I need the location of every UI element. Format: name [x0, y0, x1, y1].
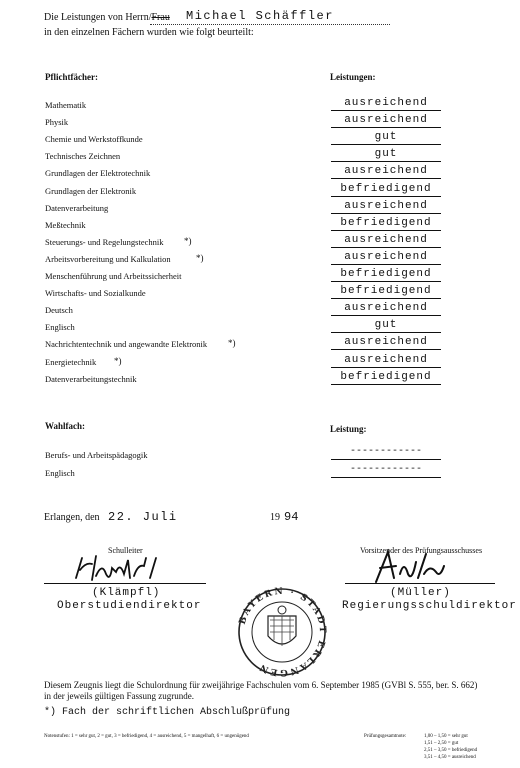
grade-scale: Notenstufen: 1 = sehr gut, 2 = gut, 3 = befriedigend, 4 = ausreichend, 5 = mangelhaft, 6 = ungenügend: [44, 734, 249, 739]
regulation-line-1: Diesem Zeugnis liegt die Schulordnung für zweijährige Fachschulen vom 6. September 1985 (GVBl S. 555, ber. S. 662): [44, 680, 478, 690]
required-grade-heading: Leistungen:: [330, 72, 376, 82]
subject-grade: ausreichend: [344, 165, 428, 178]
grade-underline: [331, 127, 441, 128]
exam-grade-label: Prüfungsgesamtnote:: [364, 734, 407, 739]
left-signature-role: Schulleiter: [108, 546, 143, 555]
right-signature-line: [345, 583, 495, 584]
exam-grade-range: 3,51 – 4,50 = ausreichend: [424, 755, 476, 760]
subject-grade: befriedigend: [340, 370, 432, 383]
right-signature-name: (Müller): [390, 587, 451, 599]
grade-underline: [331, 213, 441, 214]
left-signature-line: [44, 583, 206, 584]
grade-underline: [331, 315, 441, 316]
exam-grade-range: 2,51 – 3,50 = befriedigend: [424, 748, 478, 753]
subject-grade: gut: [374, 131, 398, 144]
subject-grade: ausreichend: [344, 250, 428, 263]
intro-prefix: Die Leistungen von Herrn/: [44, 12, 152, 23]
grade-underline: [331, 459, 441, 460]
right-handwritten-signature: [370, 548, 450, 586]
subject-name: Deutsch: [45, 305, 73, 316]
subject-name: Menschenführung und Arbeitssicherheit: [45, 271, 182, 281]
subject-name: Steuerungs- und Regelungstechnik: [45, 236, 164, 247]
subject-grade: ausreichend: [344, 336, 428, 349]
written-exam-mark: *): [228, 338, 236, 349]
city-seal-stamp: [234, 586, 330, 678]
grade-underline: [331, 264, 441, 265]
written-exam-mark: *): [184, 235, 192, 246]
subject-grade: befriedigend: [340, 268, 432, 280]
exam-grade-range: 1,00 – 1,50 = sehr gut: [424, 734, 468, 739]
subject-name: Nachrichtentechnik und angewandte Elektronik: [45, 339, 208, 350]
grade-underline: [331, 332, 441, 333]
right-signature-role: Vorsitzender des Prüfungsausschusses: [360, 546, 483, 555]
left-handwritten-signature: [72, 552, 162, 586]
grade-underline: [331, 298, 441, 299]
subject-name: Datenverarbeitungstechnik: [45, 373, 137, 384]
required-heading: Pflichtfächer:: [45, 72, 98, 82]
subject-name: Energietechnik: [45, 356, 97, 367]
grade-underline: [331, 110, 441, 111]
subject-name: Grundlagen der Elektrotechnik: [45, 168, 151, 179]
grade-underline: [331, 196, 441, 197]
subject-name: Meßtechnik: [45, 219, 86, 230]
left-signature-title: Oberstudiendirektor: [57, 600, 202, 612]
intro-line: [44, 12, 170, 23]
subject-name: Grundlagen der Elektronik: [45, 185, 137, 196]
subject-grade: befriedigend: [340, 216, 432, 229]
grade-underline: [331, 247, 441, 248]
elective-heading: Wahlfach:: [45, 421, 86, 431]
left-signature-name: (Klämpfl): [92, 587, 161, 599]
student-name: Michael Schäffler: [186, 9, 334, 23]
subject-name: Physik: [45, 117, 69, 128]
subject-grade: ausreichend: [344, 199, 428, 212]
grade-underline: [331, 230, 441, 231]
elective-subject-grade: ------------: [349, 464, 422, 475]
subject-name: Arbeitsvorbereitung und Kalkulation: [45, 253, 171, 264]
name-dotted-line: [150, 24, 390, 25]
grade-underline: [331, 477, 441, 478]
subject-name: Mathematik: [45, 100, 87, 110]
exam-grade-range: 1,51 – 2,50 = gut: [424, 741, 459, 746]
subject-grade: gut: [374, 148, 398, 161]
subject-grade: ausreichend: [344, 353, 428, 366]
grade-underline: [331, 144, 441, 145]
intro-struck: Frau: [151, 12, 170, 23]
grade-underline: [331, 161, 441, 162]
date-year-suffix: 94: [284, 510, 299, 524]
written-exam-mark: *): [196, 252, 204, 263]
subject-grade: ausreichend: [344, 114, 428, 127]
subject-name: Technisches Zeichnen: [45, 151, 121, 162]
grade-underline: [331, 281, 441, 282]
intro-line-2: in den einzelnen Fächern wurden wie folgt beurteilt:: [44, 27, 254, 38]
grade-underline: [331, 367, 441, 368]
grade-underline: [331, 178, 441, 179]
right-signature-title: Regierungsschuldirektor: [342, 600, 517, 612]
regulation-line-2: in der jeweils gültigen Fassung zugrunde.: [44, 691, 194, 701]
place-date-prefix: Erlangen, den: [44, 512, 100, 523]
date-day-month: 22. Juli: [108, 510, 178, 524]
date-year-prefix: 19: [270, 512, 280, 523]
subject-grade: befriedigend: [340, 182, 432, 195]
subject-grade: befriedigend: [340, 285, 432, 298]
subject-name: Datenverarbeitung: [45, 202, 109, 213]
subject-grade: gut: [374, 319, 398, 332]
elective-subject-name: Englisch: [45, 468, 75, 478]
subject-grade: ausreichend: [344, 233, 428, 246]
elective-subject-name: Berufs- und Arbeitspädagogik: [45, 450, 148, 460]
grade-underline: [331, 384, 441, 385]
seal-text: BAYERN · STADT ERLANGEN: [237, 586, 328, 678]
footnote: *) Fach der schriftlichen Abschlußprüfung: [44, 707, 291, 718]
subject-grade: ausreichend: [344, 97, 428, 109]
subject-name: Chemie und Werkstoffkunde: [45, 134, 143, 145]
subject-name: Wirtschafts- und Sozialkunde: [45, 288, 146, 299]
subject-grade: ausreichend: [344, 302, 428, 315]
grade-underline: [331, 349, 441, 350]
written-exam-mark: *): [114, 355, 122, 366]
subject-name: Englisch: [45, 322, 75, 333]
elective-subject-grade: ------------: [349, 446, 422, 457]
elective-grade-heading: Leistung:: [330, 424, 367, 434]
